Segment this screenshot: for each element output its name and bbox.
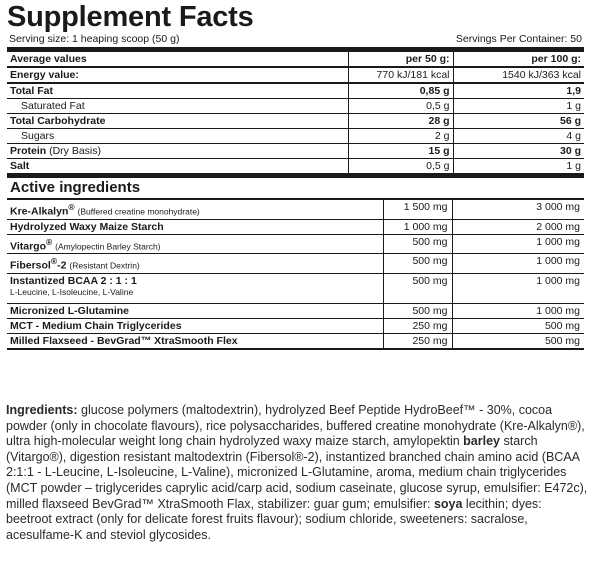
- header-label: Average values: [7, 52, 348, 67]
- ingredients-text-3: lecithin; dyes: beetroot extract (only for delicate forest fruits flavour); sodium chloride, sweeteners: sacralose, acesulfame-K and steviol glycosides.: [6, 496, 542, 542]
- ingredient-value-50g: 500 mg: [383, 254, 452, 274]
- ingredient-value-100g: 1 000 mg: [452, 234, 584, 254]
- ingredient-value-50g: 500 mg: [383, 273, 452, 303]
- serving-info: [7, 32, 584, 52]
- row-label: Sugars: [7, 129, 348, 144]
- ingredient-label: Fibersol: [10, 259, 51, 272]
- ingredient-note: (Resistant Dextrin): [69, 260, 140, 271]
- row-label: Saturated Fat: [7, 99, 348, 114]
- active-ingredients-table: [7, 200, 584, 350]
- registered-mark: ®: [50, 256, 58, 266]
- ingredient-value-100g: 1 000 mg: [452, 254, 584, 274]
- header-col2: per 100 g:: [453, 52, 584, 67]
- ingredient-name: [7, 234, 383, 254]
- row-label: Total Fat: [7, 83, 348, 99]
- row-label: Energy value:: [7, 67, 348, 83]
- protein-label-extra: (Dry Basis): [49, 145, 102, 157]
- ingredient-note: (Buffered creatine monohydrate): [77, 206, 200, 217]
- table-row: [7, 67, 584, 83]
- row-value-50g: 15 g: [348, 144, 453, 159]
- row-label: [7, 144, 348, 159]
- row-value-50g: 770 kJ/181 kcal: [348, 67, 453, 83]
- ingredient-name: [7, 254, 383, 274]
- ingredient-name: [7, 200, 383, 219]
- ingredient-value-100g: 3 000 mg: [452, 200, 584, 219]
- table-row: [7, 254, 584, 274]
- table-row: [7, 129, 584, 144]
- ingredient-name: MCT - Medium Chain Triglycerides: [7, 318, 383, 333]
- ingredients-label: Ingredients:: [6, 403, 78, 417]
- ingredient-value-50g: 500 mg: [383, 234, 452, 254]
- ingredient-value-100g: 1 000 mg: [452, 273, 584, 303]
- ingredient-value-100g: 500 mg: [452, 333, 584, 349]
- nutrition-header-row: [7, 52, 584, 67]
- row-label: Salt: [7, 159, 348, 176]
- ingredients-paragraph: [6, 403, 588, 543]
- ingredient-name: Micronized L-Glutamine: [7, 303, 383, 318]
- supplement-facts-panel: [7, 2, 584, 350]
- protein-label: Protein: [10, 145, 47, 157]
- row-value-100g: 1,9: [453, 83, 584, 99]
- table-row: [7, 234, 584, 254]
- table-row: [7, 144, 584, 159]
- ingredient-label-suffix: -2: [57, 259, 67, 272]
- table-row: [7, 219, 584, 234]
- active-ingredients-heading: Active ingredients: [7, 178, 584, 200]
- servings-per-container: Servings Per Container: 50: [455, 33, 582, 45]
- serving-size: Serving size: 1 heaping scoop (50 g): [9, 33, 180, 45]
- ingredient-name: Hydrolyzed Waxy Maize Starch: [7, 219, 383, 234]
- table-row: [7, 159, 584, 176]
- row-value-100g: 1540 kJ/363 kcal: [453, 67, 584, 83]
- row-label: Total Carbohydrate: [7, 114, 348, 129]
- nutrition-table: [7, 52, 584, 178]
- allergen-soya: soya: [433, 496, 463, 511]
- ingredient-value-50g: 250 mg: [383, 318, 452, 333]
- table-row: [7, 83, 584, 99]
- row-value-100g: 1 g: [453, 159, 584, 176]
- table-row: [7, 273, 584, 303]
- ingredient-name: Milled Flaxseed - BevGrad™ XtraSmooth Flex: [7, 333, 383, 349]
- table-row: [7, 99, 584, 114]
- row-value-50g: 28 g: [348, 114, 453, 129]
- table-row: [7, 114, 584, 129]
- ingredients-text-1: glucose polymers (maltodextrin), hydrolyzed Beef Peptide HydroBeef™ - 30%, cocoa powder (only in chocolate flavours), rice polysaccharides, buffered creatine monohydrate (Kre-Alkalyn®), ultra high-molecular weight long chain hydrolyzed waxy maize starch, amylopektin: [6, 403, 585, 449]
- ingredient-value-50g: 500 mg: [383, 303, 452, 318]
- ingredient-value-50g: 1 500 mg: [383, 200, 452, 219]
- ingredient-name: [7, 273, 383, 303]
- row-value-100g: 56 g: [453, 114, 584, 129]
- row-value-50g: 0,85 g: [348, 83, 453, 99]
- ingredient-value-100g: 2 000 mg: [452, 219, 584, 234]
- ingredient-sub: L-Leucine, L-Isoleucine, L-Valine: [10, 286, 134, 297]
- ingredient-note: (Amylopectin Barley Starch): [55, 241, 161, 251]
- header-col1: per 50 g:: [348, 52, 453, 67]
- ingredient-value-100g: 1 000 mg: [452, 303, 584, 318]
- table-row: [7, 333, 584, 349]
- row-value-100g: 1 g: [453, 99, 584, 114]
- registered-mark: ®: [68, 202, 75, 212]
- row-value-50g: 0,5 g: [348, 159, 453, 176]
- registered-mark: ®: [45, 236, 53, 247]
- allergen-barley: barley: [463, 434, 501, 449]
- panel-title: Supplement Facts: [7, 1, 254, 33]
- row-value-50g: 2 g: [348, 129, 453, 144]
- row-value-100g: 30 g: [453, 144, 584, 159]
- ingredient-label: Kre-Alkalyn: [10, 205, 69, 218]
- row-value-50g: 0,5 g: [348, 99, 453, 114]
- ingredient-label: Vitargo: [10, 240, 46, 252]
- table-row: [7, 318, 584, 333]
- ingredient-value-50g: 1 000 mg: [383, 219, 452, 234]
- ingredients-text-2: starch (Vitargo®), digestion resistant maltodextrin (Fibersol®-2), instantized branched chain amino acid (BCAA 2:1:1 - L-Leucine, L-Isoleucine, L-Valine), micronized L-Glutamine, aroma, medium chain triglycerides (MCT powder – triglycerides caprylic acid/carp acid, sodium caseinate, glucose syrup, emulsifier: E472c), milled flaxseed BevGrad™ XtraSmooth Flax, stabilizer: guar gum; emulsifier:: [6, 434, 588, 511]
- table-row: [7, 200, 584, 219]
- ingredient-value-100g: 500 mg: [452, 318, 584, 333]
- table-row: [7, 303, 584, 318]
- ingredient-label: Instantized BCAA 2 : 1 : 1: [10, 274, 137, 287]
- row-value-100g: 4 g: [453, 129, 584, 144]
- ingredient-value-50g: 250 mg: [383, 333, 452, 349]
